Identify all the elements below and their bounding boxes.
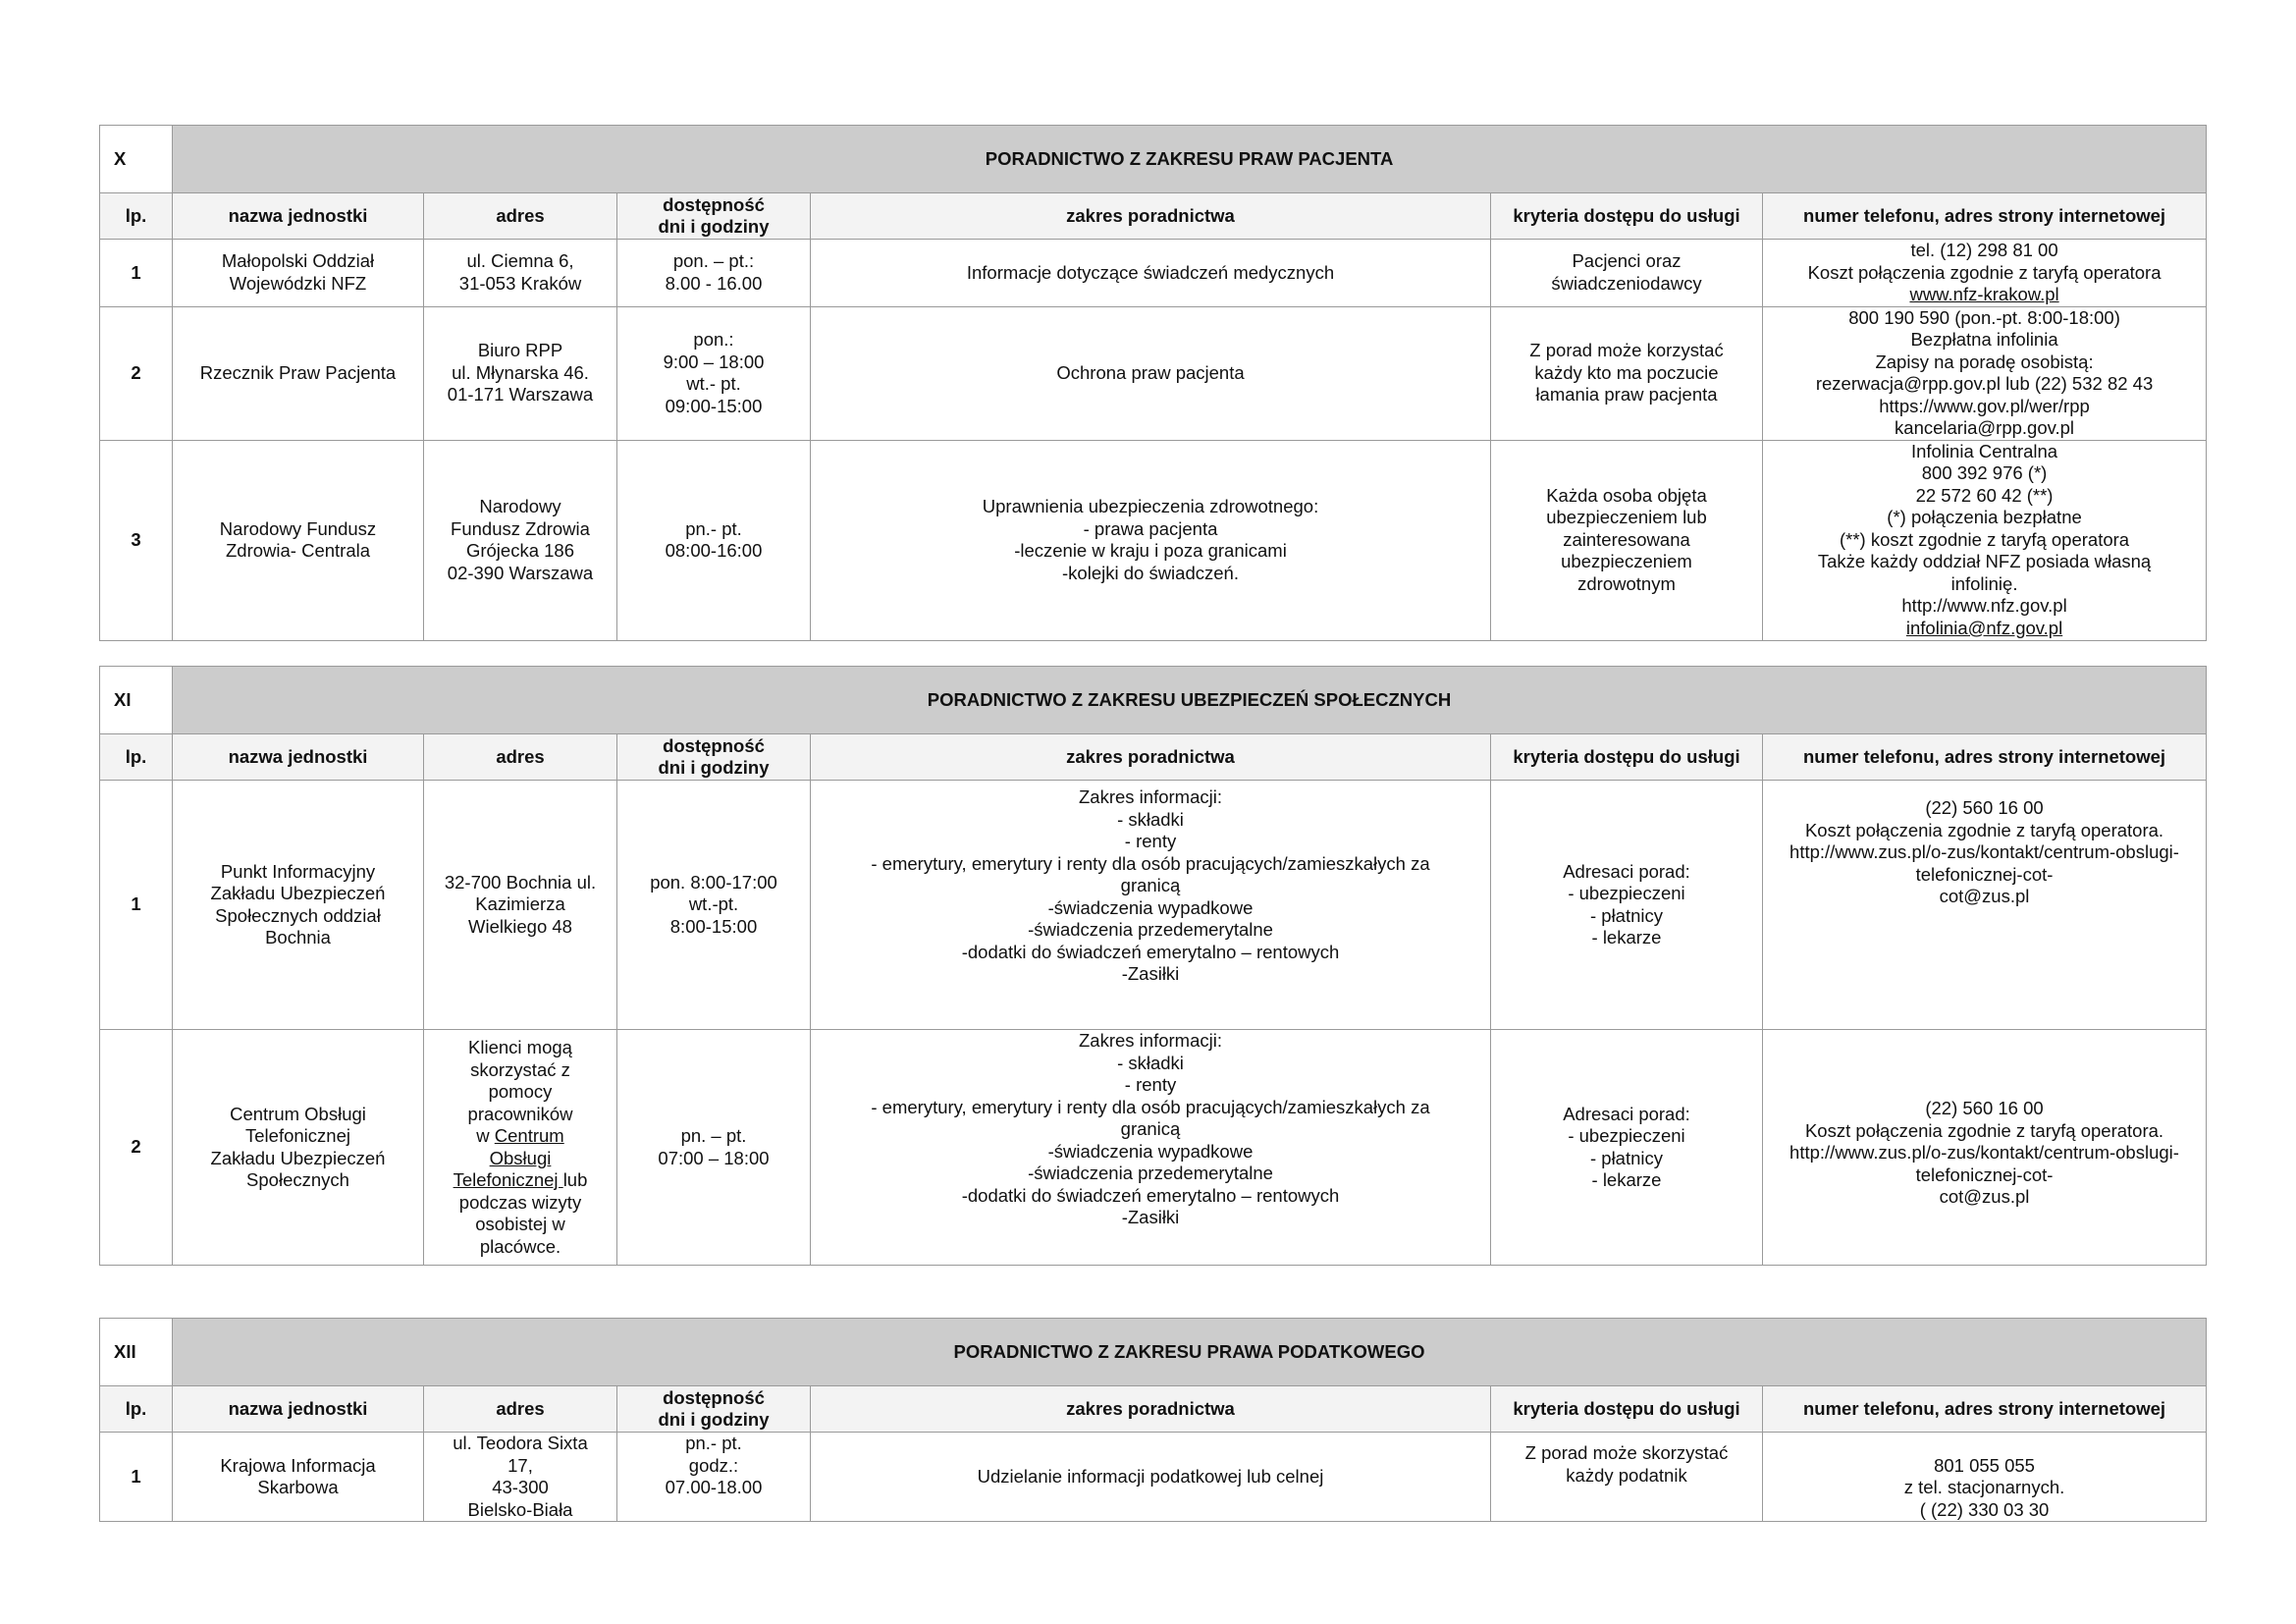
col-header-name: nazwa jednostki xyxy=(173,734,424,781)
section-title: PORADNICTWO Z ZAKRESU PRAWA PODATKOWEGO xyxy=(173,1319,2207,1386)
col-header-availability: dostępność dni i godziny xyxy=(617,734,811,781)
col-header-criteria: kryteria dostępu do usługi xyxy=(1491,734,1763,781)
unit-scope: Udzielanie informacji podatkowej lub celnej xyxy=(811,1433,1491,1522)
col-header-address: adres xyxy=(424,1386,617,1433)
unit-availability: pn. – pt. 07:00 – 18:00 xyxy=(617,1030,811,1266)
col-header-name: nazwa jednostki xyxy=(173,193,424,240)
unit-contact: (22) 560 16 00 Koszt połączenia zgodnie z taryfą operatora. http://www.zus.pl/o-zus/kontakt/centrum-obslugi- telefonicznej-cot- cot@zus.pl xyxy=(1763,781,2207,1030)
col-header-contact: numer telefonu, adres strony internetowej xyxy=(1763,193,2207,240)
table-row xyxy=(100,1433,2207,1522)
unit-criteria: Z porad może skorzystać każdy podatnik xyxy=(1491,1433,1763,1522)
row-lp: 2 xyxy=(100,306,173,440)
unit-address: 32-700 Bochnia ul. Kazimierza Wielkiego 48 xyxy=(424,781,617,1030)
col-header-criteria: kryteria dostępu do usługi xyxy=(1491,1386,1763,1433)
section-xi-table xyxy=(99,666,2207,1266)
row-lp: 1 xyxy=(100,781,173,1030)
unit-scope: Informacje dotyczące świadczeń medycznych xyxy=(811,240,1491,307)
row-lp: 1 xyxy=(100,1433,173,1522)
website-link[interactable]: www.nfz-krakow.pl xyxy=(1909,284,2059,304)
website-link[interactable]: https://www.gov.pl/wer/rpp xyxy=(1879,395,2090,416)
section-title: PORADNICTWO Z ZAKRESU UBEZPIECZEŃ SPOŁECZNYCH xyxy=(173,667,2207,734)
unit-name: Rzecznik Praw Pacjenta xyxy=(173,306,424,440)
unit-contact: (22) 560 16 00 Koszt połączenia zgodnie z taryfą operatora. http://www.zus.pl/o-zus/kontakt/centrum-obslugi- telefonicznej-cot- cot@zus.pl xyxy=(1763,1030,2207,1266)
unit-name: Centrum Obsługi Telefonicznej Zakładu Ubezpieczeń Społecznych xyxy=(173,1030,424,1266)
unit-availability: pon.: 9:00 – 18:00 wt.- pt. 09:00-15:00 xyxy=(617,306,811,440)
header-row xyxy=(100,193,2207,240)
unit-address: Narodowy Fundusz Zdrowia Grójecka 186 02-390 Warszawa xyxy=(424,440,617,640)
col-header-address: adres xyxy=(424,734,617,781)
unit-address: ul. Teodora Sixta 17, 43-300 Bielsko-Biała xyxy=(424,1433,617,1522)
unit-availability: pon. 8:00-17:00 wt.-pt. 8:00-15:00 xyxy=(617,781,811,1030)
table-row xyxy=(100,1030,2207,1266)
col-header-address: adres xyxy=(424,193,617,240)
website-link[interactable]: http://www.zus.pl/o-zus/kontakt/centrum-obslugi- xyxy=(1789,1142,2179,1163)
table-row xyxy=(100,240,2207,307)
unit-criteria: Adresaci porad: - ubezpieczeni - płatnicy - lekarze xyxy=(1491,1030,1763,1266)
unit-criteria: Z porad może korzystać każdy kto ma poczucie łamania praw pacjenta xyxy=(1491,306,1763,440)
unit-scope: Zakres informacji: - składki - renty - emerytury, emerytury i renty dla osób pracujących/zamieszkałych za granicą -świadczenia wypadkowe -świadczenia przedemerytalne -dodatki do świadczeń emerytalno – rentowych -Zasiłki xyxy=(811,781,1491,1030)
unit-availability: pn.- pt. godz.: 07.00-18.00 xyxy=(617,1433,811,1522)
unit-scope: Uprawnienia ubezpieczenia zdrowotnego: - prawa pacjenta -leczenie w kraju i poza granicami -kolejki do świadczeń. xyxy=(811,440,1491,640)
header-row xyxy=(100,1386,2207,1433)
col-header-scope: zakres poradnictwa xyxy=(811,1386,1491,1433)
section-number: X xyxy=(100,126,173,193)
col-header-contact: numer telefonu, adres strony internetowej xyxy=(1763,1386,2207,1433)
cot-link[interactable]: Obsługi xyxy=(489,1147,552,1168)
email-link[interactable]: cot@zus.pl xyxy=(1939,886,2030,906)
unit-name: Narodowy Fundusz Zdrowia- Centrala xyxy=(173,440,424,640)
row-lp: 2 xyxy=(100,1030,173,1266)
col-header-scope: zakres poradnictwa xyxy=(811,193,1491,240)
header-row xyxy=(100,734,2207,781)
unit-contact: Infolinia Centralna 800 392 976 (*) 22 572 60 42 (**) (*) połączenia bezpłatne (**) koszt zgodnie z taryfą operatora Także każdy oddział NFZ posiada własną infolinię. http://www.nfz.gov.pl infolinia@nfz.gov.pl xyxy=(1763,440,2207,640)
table-row xyxy=(100,306,2207,440)
unit-address: Klienci mogą skorzystać z pomocy pracowników w Centrum Obsługi Telefonicznej lub podczas wizyty osobistej w placówce. xyxy=(424,1030,617,1266)
unit-contact: 800 190 590 (pon.-pt. 8:00-18:00) Bezpłatna infolinia Zapisy na poradę osobistą: rezerwacja@rpp.gov.pl lub (22) 532 82 43 https://www.gov.pl/wer/rpp kancelaria@rpp.gov.pl xyxy=(1763,306,2207,440)
unit-availability: pn.- pt. 08:00-16:00 xyxy=(617,440,811,640)
unit-name: Małopolski Oddział Wojewódzki NFZ xyxy=(173,240,424,307)
email-link[interactable]: kancelaria@rpp.gov.pl xyxy=(1895,417,2075,438)
col-header-name: nazwa jednostki xyxy=(173,1386,424,1433)
email-link[interactable]: cot@zus.pl xyxy=(1939,1186,2030,1207)
col-header-availability: dostępność dni i godziny xyxy=(617,1386,811,1433)
unit-address: Biuro RPP ul. Młynarska 46. 01-171 Warszawa xyxy=(424,306,617,440)
section-title: PORADNICTWO Z ZAKRESU PRAW PACJENTA xyxy=(173,126,2207,193)
section-x-table xyxy=(99,125,2207,641)
website-link[interactable]: http://www.nfz.gov.pl xyxy=(1901,595,2067,617)
table-row xyxy=(100,781,2207,1030)
unit-scope: Zakres informacji: - składki - renty - emerytury, emerytury i renty dla osób pracujących/zamieszkałych za granicą -świadczenia wypadkowe -świadczenia przedemerytalne -dodatki do świadczeń emerytalno – rentowych -Zasiłki xyxy=(811,1030,1491,1266)
unit-criteria: Adresaci porad: - ubezpieczeni - płatnicy - lekarze xyxy=(1491,781,1763,1030)
section-xii-table xyxy=(99,1318,2207,1522)
col-header-availability: dostępność dni i godziny xyxy=(617,193,811,240)
unit-availability: pon. – pt.: 8.00 - 16.00 xyxy=(617,240,811,307)
website-link[interactable]: http://www.zus.pl/o-zus/kontakt/centrum-obslugi- xyxy=(1789,841,2179,862)
col-header-criteria: kryteria dostępu do usługi xyxy=(1491,193,1763,240)
row-lp: 3 xyxy=(100,440,173,640)
section-number: XI xyxy=(100,667,173,734)
unit-contact: tel. (12) 298 81 00 Koszt połączenia zgodnie z taryfą operatora www.nfz-krakow.pl xyxy=(1763,240,2207,307)
unit-contact: 801 055 055 z tel. stacjonarnych. ( (22) 330 03 30 xyxy=(1763,1433,2207,1522)
unit-scope: Ochrona praw pacjenta xyxy=(811,306,1491,440)
col-header-contact: numer telefonu, adres strony internetowej xyxy=(1763,734,2207,781)
section-number: XII xyxy=(100,1319,173,1386)
col-header-scope: zakres poradnictwa xyxy=(811,734,1491,781)
cot-link[interactable]: Centrum xyxy=(494,1125,564,1146)
unit-name: Krajowa Informacja Skarbowa xyxy=(173,1433,424,1522)
unit-name: Punkt Informacyjny Zakładu Ubezpieczeń Społecznych oddział Bochnia xyxy=(173,781,424,1030)
email-link[interactable]: infolinia@nfz.gov.pl xyxy=(1905,617,2063,638)
cot-link[interactable]: Telefonicznej xyxy=(453,1169,563,1190)
col-header-lp: lp. xyxy=(100,1386,173,1433)
row-lp: 1 xyxy=(100,240,173,307)
table-row xyxy=(100,440,2207,640)
unit-address: ul. Ciemna 6, 31-053 Kraków xyxy=(424,240,617,307)
col-header-lp: lp. xyxy=(100,193,173,240)
unit-criteria: Pacjenci oraz świadczeniodawcy xyxy=(1491,240,1763,307)
col-header-lp: lp. xyxy=(100,734,173,781)
unit-criteria: Każda osoba objęta ubezpieczeniem lub zainteresowana ubezpieczeniem zdrowotnym xyxy=(1491,440,1763,640)
